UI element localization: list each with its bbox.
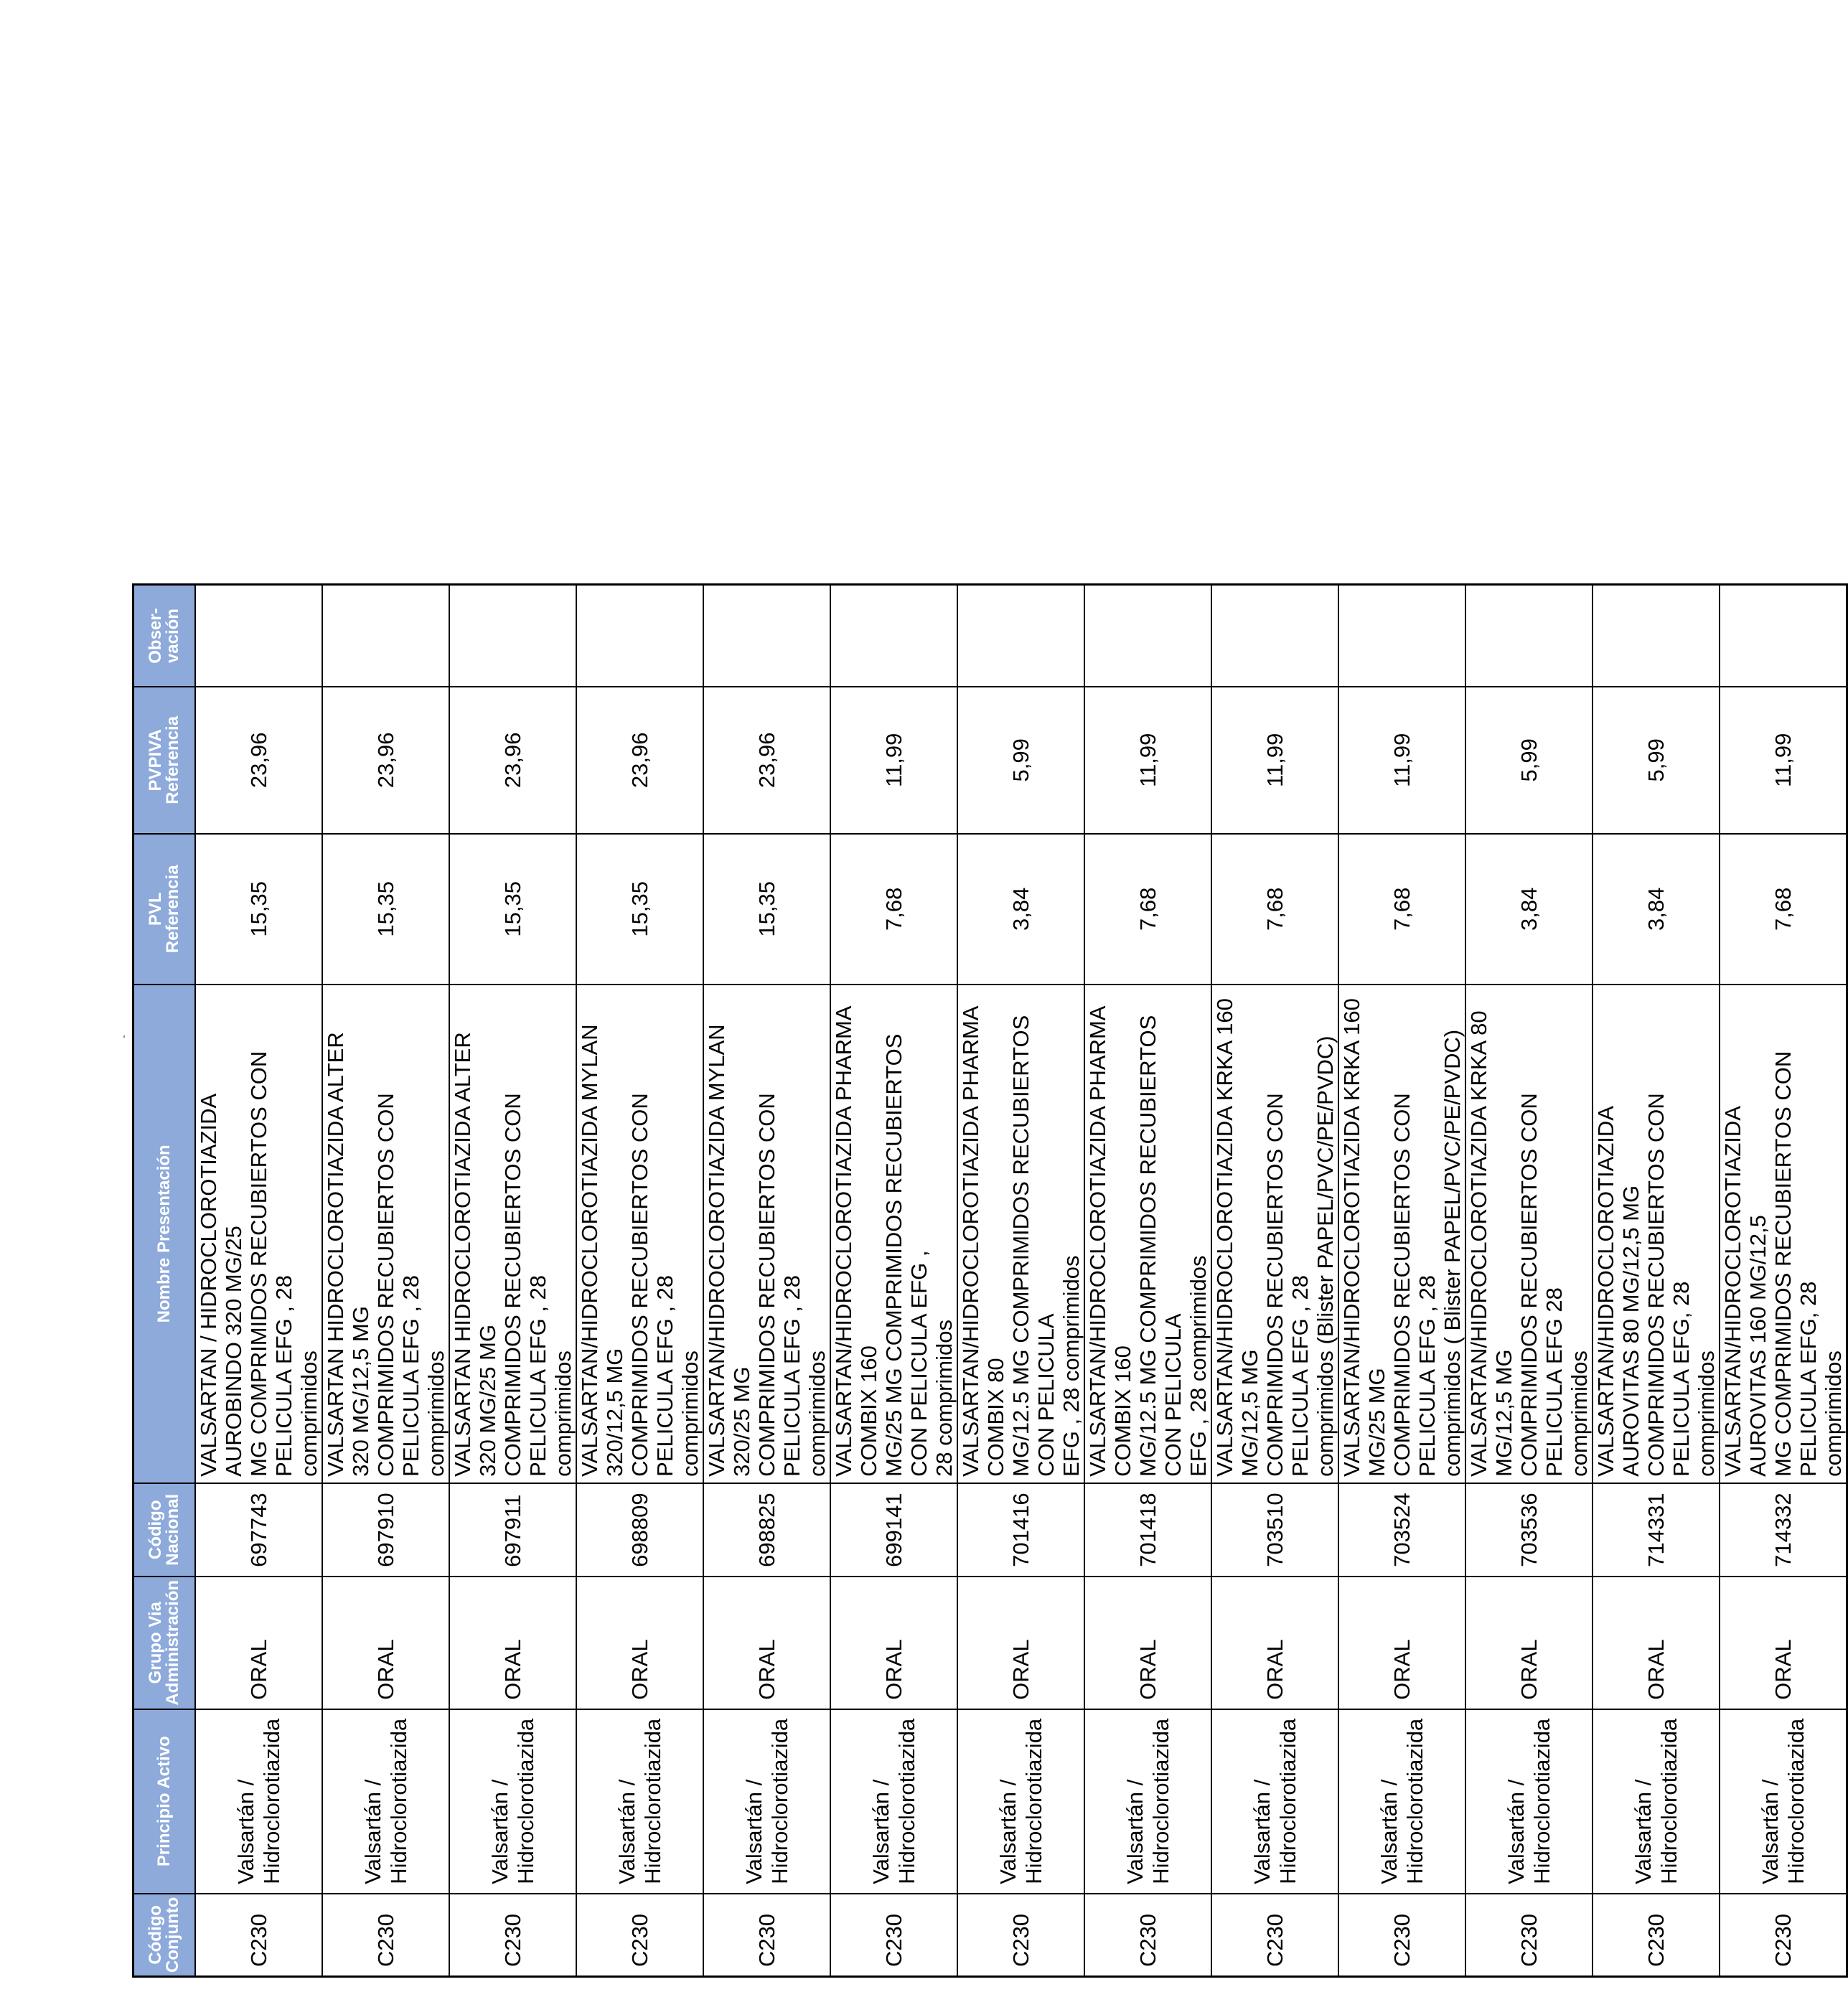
cell-principio-activo-line: Hidroclorotiazida bbox=[1148, 1718, 1173, 1884]
cell-codigo-conjunto: C230 bbox=[830, 1894, 957, 1977]
cell-principio-activo bbox=[322, 1709, 449, 1894]
cell-nombre-presentacion-line: MG/12.5 MG COMPRIMIDOS RECUBIERTOS CON PELICULA bbox=[1008, 1015, 1059, 1477]
cell-nombre-presentacion-line: MG COMPRIMIDOS RECUBIERTOS CON PELICULA EFG, 28 bbox=[1770, 1051, 1821, 1477]
cell-principio-activo-line: Hidroclorotiazida bbox=[639, 1718, 665, 1884]
cell-nombre-presentacion-line: VALSARTAN/HIDROCLOROTIAZIDA AUROVITAS 80 MG/12,5 MG bbox=[1593, 1107, 1643, 1477]
cell-pvl-referencia: 7,68 bbox=[1211, 834, 1338, 985]
cell-nombre-presentacion-line: MG COMPRIMIDOS RECUBIERTOS CON PELICULA EFG , 28 bbox=[246, 1051, 296, 1477]
cell-pvl-referencia: 7,68 bbox=[1338, 834, 1465, 985]
cell-codigo-conjunto: C230 bbox=[1338, 1894, 1465, 1977]
cell-nombre-presentacion bbox=[703, 985, 830, 1483]
cell-principio-activo-line: Valsartán / bbox=[360, 1779, 385, 1884]
cell-nombre-presentacion bbox=[957, 985, 1084, 1483]
cell-grupo-via: ORAL bbox=[1720, 1577, 1847, 1709]
cell-grupo-via: ORAL bbox=[1084, 1577, 1211, 1709]
cell-codigo-conjunto: C230 bbox=[1211, 1894, 1338, 1977]
page-mark bbox=[123, 1035, 125, 1038]
cell-principio-activo-line: Hidroclorotiazida bbox=[1656, 1718, 1682, 1884]
cell-codigo-nacional: 714332 bbox=[1720, 1483, 1847, 1577]
cell-nombre-presentacion bbox=[195, 985, 322, 1483]
cell-nombre-presentacion-line: COMPRIMIDOS RECUBIERTOS CON PELICULA EFG, 28 bbox=[1643, 1093, 1694, 1477]
cell-pvpiva-referencia: 11,99 bbox=[1084, 687, 1211, 834]
cell-nombre-presentacion bbox=[1593, 985, 1720, 1483]
cell-nombre-presentacion bbox=[449, 985, 576, 1483]
cell-pvl-referencia: 3,84 bbox=[1593, 834, 1720, 985]
cell-pvpiva-referencia: 5,99 bbox=[1465, 687, 1593, 834]
cell-nombre-presentacion-line: COMPRIMIDOS RECUBIERTOS CON PELICULA EFG 28 bbox=[1516, 1093, 1567, 1477]
cell-grupo-via: ORAL bbox=[449, 1577, 576, 1709]
cell-nombre-presentacion-line: VALSARTAN/HIDROCLOROTIAZIDA PHARMA COMBIX 80 bbox=[958, 1007, 1008, 1477]
cell-principio-activo-line: Hidroclorotiazida bbox=[766, 1718, 792, 1884]
cell-principio-activo-line: Valsartán / bbox=[1757, 1779, 1783, 1884]
cell-principio-activo-line: Valsartán / bbox=[868, 1779, 893, 1884]
cell-nombre-presentacion-line: comprimidos bbox=[423, 1350, 449, 1477]
price-table bbox=[132, 583, 1848, 1978]
cell-principio-activo bbox=[1211, 1709, 1338, 1894]
cell-grupo-via: ORAL bbox=[322, 1577, 449, 1709]
table-row bbox=[195, 585, 322, 1977]
cell-principio-activo-line: Hidroclorotiazida bbox=[1275, 1718, 1300, 1884]
table-body bbox=[195, 585, 1847, 1977]
cell-observacion bbox=[830, 585, 957, 687]
cell-codigo-nacional: 701416 bbox=[957, 1483, 1084, 1577]
cell-principio-activo-line: Valsartán / bbox=[1503, 1779, 1529, 1884]
cell-pvl-referencia: 15,35 bbox=[195, 834, 322, 985]
cell-nombre-presentacion-line: COMPRIMIDOS RECUBIERTOS CON PELICULA EFG , 28 bbox=[1389, 1093, 1440, 1477]
table-row bbox=[957, 585, 1084, 1977]
table-row bbox=[1720, 585, 1847, 1977]
cell-nombre-presentacion bbox=[1084, 985, 1211, 1483]
cell-pvpiva-referencia: 23,96 bbox=[449, 687, 576, 834]
cell-principio-activo bbox=[449, 1709, 576, 1894]
header-grupo-via: Grupo Via Administración bbox=[133, 1577, 196, 1709]
header-nombre-presentacion: Nombre Presentación bbox=[133, 985, 196, 1483]
cell-nombre-presentacion-line: VALSARTAN/HIDROCLOROTIAZIDA KRKA 80 MG/12,5 MG bbox=[1466, 1010, 1516, 1477]
cell-nombre-presentacion bbox=[1211, 985, 1338, 1483]
cell-principio-activo-line: Valsartán / bbox=[487, 1779, 512, 1884]
cell-nombre-presentacion-line: COMPRIMIDOS RECUBIERTOS CON PELICULA EFG , 28 bbox=[627, 1093, 677, 1477]
cell-nombre-presentacion-line: comprimidos bbox=[1567, 1350, 1592, 1477]
cell-observacion bbox=[449, 585, 576, 687]
cell-codigo-conjunto: C230 bbox=[703, 1894, 830, 1977]
cell-codigo-conjunto: C230 bbox=[449, 1894, 576, 1977]
cell-nombre-presentacion-line: VALSARTAN/HIDROCLOROTIAZIDA MYLAN 320/12,5 MG bbox=[577, 1024, 627, 1477]
cell-pvpiva-referencia: 11,99 bbox=[1338, 687, 1465, 834]
cell-grupo-via: ORAL bbox=[1211, 1577, 1338, 1709]
cell-codigo-nacional: 699141 bbox=[830, 1483, 957, 1577]
cell-pvl-referencia: 7,68 bbox=[1084, 834, 1211, 985]
cell-codigo-conjunto: C230 bbox=[322, 1894, 449, 1977]
cell-principio-activo bbox=[1338, 1709, 1465, 1894]
cell-pvpiva-referencia: 11,99 bbox=[830, 687, 957, 834]
cell-nombre-presentacion-line: VALSARTAN HIDROCLOROTIAZIDA ALTER 320 MG/12,5 MG bbox=[323, 1032, 373, 1477]
cell-nombre-presentacion-line: VALSARTAN / HIDROCLOROTIAZIDA AUROBINDO 320 MG/25 bbox=[196, 1094, 246, 1477]
cell-nombre-presentacion-line: VALSARTAN/HIDROCLOROTIAZIDA KRKA 160 MG/25 MG bbox=[1339, 998, 1389, 1477]
cell-codigo-conjunto: C230 bbox=[576, 1894, 703, 1977]
header-principio-activo: Principio Activo bbox=[133, 1709, 196, 1894]
cell-principio-activo-line: Hidroclorotiazida bbox=[893, 1718, 919, 1884]
cell-pvpiva-referencia: 23,96 bbox=[322, 687, 449, 834]
cell-codigo-nacional: 697743 bbox=[195, 1483, 322, 1577]
cell-nombre-presentacion-line: comprimidos bbox=[677, 1350, 703, 1477]
cell-principio-activo-line: Hidroclorotiazida bbox=[1783, 1718, 1809, 1884]
table-row bbox=[449, 585, 576, 1977]
cell-codigo-nacional: 701418 bbox=[1084, 1483, 1211, 1577]
cell-observacion bbox=[576, 585, 703, 687]
cell-principio-activo bbox=[576, 1709, 703, 1894]
cell-principio-activo-line: Valsartán / bbox=[233, 1779, 258, 1884]
cell-pvl-referencia: 15,35 bbox=[449, 834, 576, 985]
cell-nombre-presentacion-line: EFG , 28 comprimidos bbox=[1186, 1255, 1211, 1477]
cell-nombre-presentacion-line: VALSARTAN/HIDROCLOROTIAZIDA PHARMA COMBIX 160 bbox=[1085, 1007, 1135, 1477]
cell-codigo-nacional: 698825 bbox=[703, 1483, 830, 1577]
cell-observacion bbox=[322, 585, 449, 687]
cell-codigo-nacional: 703536 bbox=[1465, 1483, 1593, 1577]
cell-principio-activo-line: Valsartán / bbox=[1376, 1779, 1402, 1884]
cell-nombre-presentacion-line: MG/25 MG COMPRIMIDOS RECUBIERTOS CON PELICULA EFG , bbox=[881, 1033, 932, 1477]
cell-principio-activo-line: Hidroclorotiazida bbox=[385, 1718, 411, 1884]
cell-principio-activo bbox=[1084, 1709, 1211, 1894]
cell-principio-activo-line: Hidroclorotiazida bbox=[1529, 1718, 1554, 1884]
cell-pvpiva-referencia: 23,96 bbox=[703, 687, 830, 834]
cell-codigo-nacional: 697910 bbox=[322, 1483, 449, 1577]
cell-pvl-referencia: 15,35 bbox=[576, 834, 703, 985]
cell-principio-activo bbox=[830, 1709, 957, 1894]
cell-observacion bbox=[1211, 585, 1338, 687]
cell-nombre-presentacion-line: comprimidos bbox=[296, 1350, 322, 1477]
header-observacion: Obser- vación bbox=[133, 585, 196, 687]
cell-nombre-presentacion-line: comprimidos bbox=[1821, 1350, 1846, 1477]
cell-nombre-presentacion-line: EFG , 28 comprimidos bbox=[1059, 1255, 1084, 1477]
cell-nombre-presentacion bbox=[1720, 985, 1847, 1483]
cell-codigo-conjunto: C230 bbox=[1084, 1894, 1211, 1977]
cell-nombre-presentacion-line: VALSARTAN/HIDROCLOROTIAZIDA PHARMA COMBIX 160 bbox=[831, 1007, 881, 1477]
cell-grupo-via: ORAL bbox=[576, 1577, 703, 1709]
cell-principio-activo-line: Valsartán / bbox=[1249, 1779, 1275, 1884]
cell-nombre-presentacion-line: COMPRIMIDOS RECUBIERTOS CON PELICULA EFG , 28 bbox=[373, 1093, 423, 1477]
table-row bbox=[830, 585, 957, 1977]
cell-grupo-via: ORAL bbox=[195, 1577, 322, 1709]
cell-nombre-presentacion bbox=[1465, 985, 1593, 1483]
cell-codigo-nacional: 698809 bbox=[576, 1483, 703, 1577]
cell-pvpiva-referencia: 23,96 bbox=[195, 687, 322, 834]
cell-nombre-presentacion-line: comprimidos (Blister PAPEL/PVC/PE/PVDC) bbox=[1313, 1035, 1338, 1477]
header-codigo-conjunto: Código Conjunto bbox=[133, 1894, 196, 1977]
cell-nombre-presentacion-line: VALSARTAN HIDROCLOROTIAZIDA ALTER 320 MG/25 MG bbox=[450, 1032, 500, 1477]
cell-nombre-presentacion bbox=[576, 985, 703, 1483]
cell-nombre-presentacion bbox=[1338, 985, 1465, 1483]
cell-observacion bbox=[1593, 585, 1720, 687]
cell-nombre-presentacion-line: comprimidos bbox=[805, 1350, 830, 1477]
cell-observacion bbox=[1720, 585, 1847, 687]
cell-principio-activo-line: Hidroclorotiazida bbox=[512, 1718, 538, 1884]
cell-principio-activo-line: Valsartán / bbox=[614, 1779, 639, 1884]
cell-principio-activo-line: Hidroclorotiazida bbox=[1402, 1718, 1427, 1884]
cell-observacion bbox=[1084, 585, 1211, 687]
cell-nombre-presentacion-line: comprimidos bbox=[1694, 1350, 1719, 1477]
cell-principio-activo-line: Valsartán / bbox=[995, 1779, 1021, 1884]
cell-pvpiva-referencia: 5,99 bbox=[957, 687, 1084, 834]
cell-codigo-nacional: 697911 bbox=[449, 1483, 576, 1577]
cell-observacion bbox=[1465, 585, 1593, 687]
cell-observacion bbox=[1338, 585, 1465, 687]
cell-nombre-presentacion-line: VALSARTAN/HIDROCLOROTIAZIDA MYLAN 320/25 MG bbox=[704, 1024, 754, 1477]
cell-codigo-conjunto: C230 bbox=[195, 1894, 322, 1977]
cell-pvl-referencia: 15,35 bbox=[322, 834, 449, 985]
cell-nombre-presentacion-line: VALSARTAN/HIDROCLOROTIAZIDA KRKA 160 MG/12,5 MG bbox=[1212, 998, 1262, 1477]
cell-nombre-presentacion-line: comprimidos ( Blister PAPEL/PVC/PE/PVDC) bbox=[1440, 1029, 1465, 1477]
cell-principio-activo-line: Valsartán / bbox=[741, 1779, 766, 1884]
table-row bbox=[1338, 585, 1465, 1977]
cell-pvl-referencia: 3,84 bbox=[957, 834, 1084, 985]
cell-pvpiva-referencia: 5,99 bbox=[1593, 687, 1720, 834]
table-row bbox=[322, 585, 449, 1977]
cell-principio-activo bbox=[1465, 1709, 1593, 1894]
cell-codigo-conjunto: C230 bbox=[957, 1894, 1084, 1977]
cell-pvl-referencia: 7,68 bbox=[1720, 834, 1847, 985]
cell-grupo-via: ORAL bbox=[1338, 1577, 1465, 1709]
cell-nombre-presentacion-line: VALSARTAN/HIDROCLOROTIAZIDA AUROVITAS 160 MG/12,5 bbox=[1720, 1107, 1770, 1477]
cell-nombre-presentacion bbox=[830, 985, 957, 1483]
cell-observacion bbox=[195, 585, 322, 687]
cell-principio-activo-line: Valsartán / bbox=[1122, 1779, 1148, 1884]
cell-nombre-presentacion-line: MG/12.5 MG COMPRIMIDOS RECUBIERTOS CON PELICULA bbox=[1135, 1015, 1186, 1477]
cell-nombre-presentacion-line: comprimidos bbox=[550, 1350, 576, 1477]
cell-pvpiva-referencia: 11,99 bbox=[1720, 687, 1847, 834]
table-row bbox=[1465, 585, 1593, 1977]
cell-principio-activo bbox=[195, 1709, 322, 1894]
header-pvl-referencia: PVL Referencia bbox=[133, 834, 196, 985]
cell-grupo-via: ORAL bbox=[1593, 1577, 1720, 1709]
cell-nombre-presentacion-line: COMPRIMIDOS RECUBIERTOS CON PELICULA EFG , 28 bbox=[1262, 1093, 1313, 1477]
cell-principio-activo-line: Valsartán / bbox=[1630, 1779, 1656, 1884]
header-codigo-nacional: Código Nacional bbox=[133, 1483, 196, 1577]
cell-principio-activo bbox=[1593, 1709, 1720, 1894]
header-row bbox=[133, 585, 196, 1977]
cell-codigo-nacional: 703524 bbox=[1338, 1483, 1465, 1577]
cell-grupo-via: ORAL bbox=[957, 1577, 1084, 1709]
cell-principio-activo-line: Hidroclorotiazida bbox=[1021, 1718, 1046, 1884]
cell-grupo-via: ORAL bbox=[830, 1577, 957, 1709]
cell-principio-activo-line: Hidroclorotiazida bbox=[258, 1718, 284, 1884]
cell-codigo-nacional: 714331 bbox=[1593, 1483, 1720, 1577]
cell-nombre-presentacion-line: COMPRIMIDOS RECUBIERTOS CON PELICULA EFG , 28 bbox=[500, 1093, 550, 1477]
cell-principio-activo bbox=[703, 1709, 830, 1894]
cell-pvl-referencia: 15,35 bbox=[703, 834, 830, 985]
table-row bbox=[703, 585, 830, 1977]
table-row bbox=[1084, 585, 1211, 1977]
cell-observacion bbox=[957, 585, 1084, 687]
cell-nombre-presentacion-line: 28 comprimidos bbox=[932, 1320, 957, 1477]
cell-codigo-nacional: 703510 bbox=[1211, 1483, 1338, 1577]
cell-pvpiva-referencia: 11,99 bbox=[1211, 687, 1338, 834]
cell-pvpiva-referencia: 23,96 bbox=[576, 687, 703, 834]
cell-observacion bbox=[703, 585, 830, 687]
table-row bbox=[1593, 585, 1720, 1977]
cell-pvl-referencia: 3,84 bbox=[1465, 834, 1593, 985]
table-row bbox=[576, 585, 703, 1977]
table-row bbox=[1211, 585, 1338, 1977]
cell-grupo-via: ORAL bbox=[1465, 1577, 1593, 1709]
cell-grupo-via: ORAL bbox=[703, 1577, 830, 1709]
cell-nombre-presentacion bbox=[322, 985, 449, 1483]
cell-codigo-conjunto: C230 bbox=[1720, 1894, 1847, 1977]
cell-principio-activo bbox=[1720, 1709, 1847, 1894]
header-pvpiva-referencia: PVPIVA Referencia bbox=[133, 687, 196, 834]
cell-nombre-presentacion-line: COMPRIMIDOS RECUBIERTOS CON PELICULA EFG , 28 bbox=[754, 1093, 805, 1477]
cell-principio-activo bbox=[957, 1709, 1084, 1894]
cell-pvl-referencia: 7,68 bbox=[830, 834, 957, 985]
cell-codigo-conjunto: C230 bbox=[1465, 1894, 1593, 1977]
cell-codigo-conjunto: C230 bbox=[1593, 1894, 1720, 1977]
